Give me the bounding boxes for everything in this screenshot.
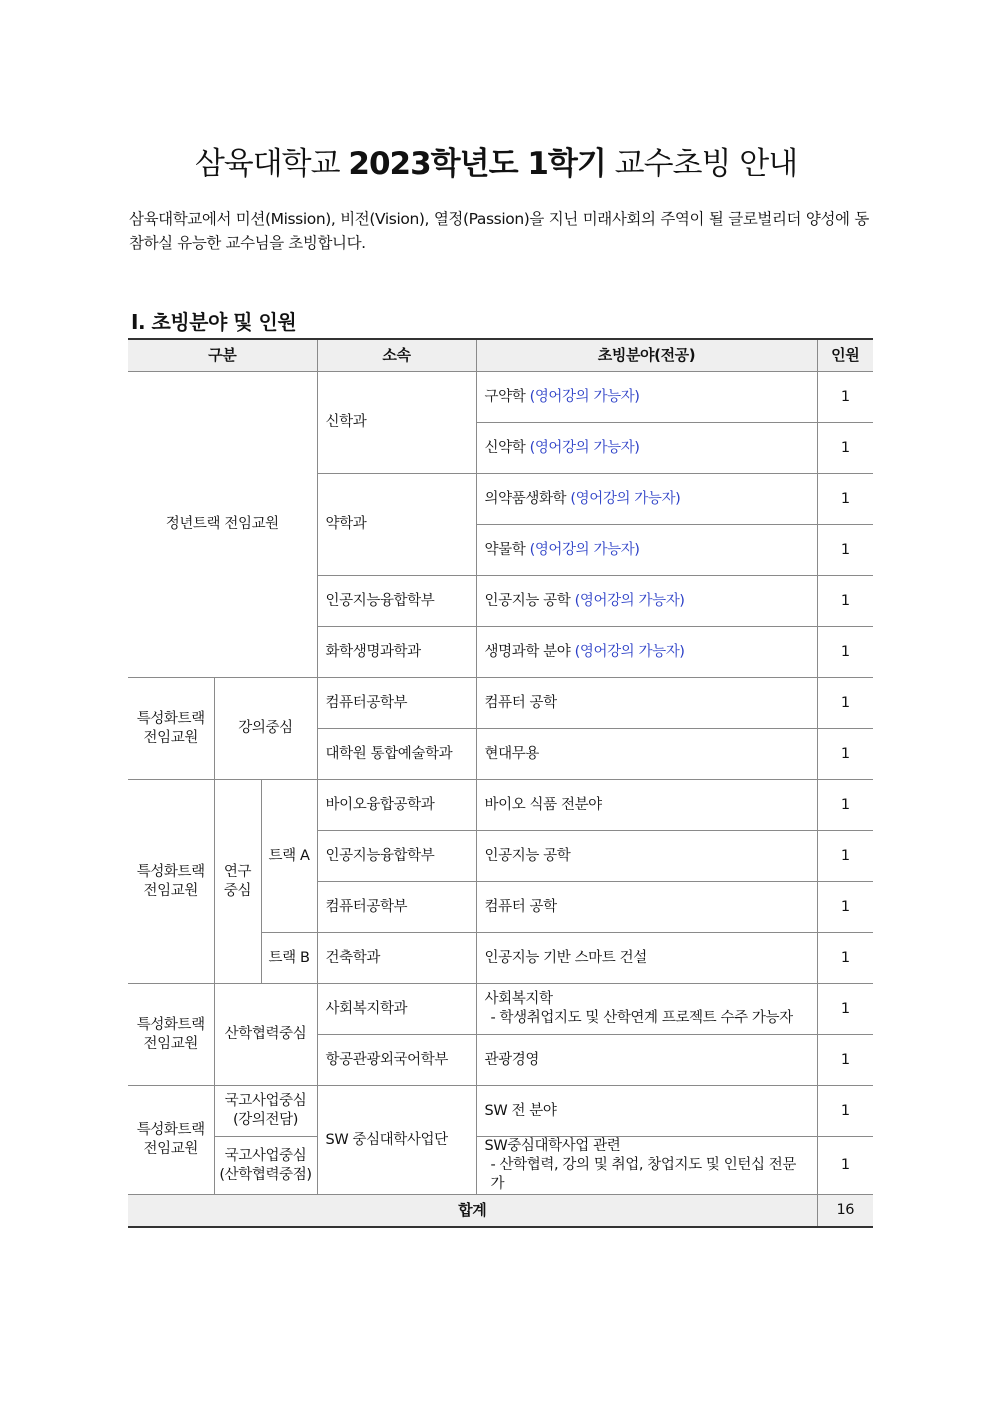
count-cell: 1 <box>817 831 873 882</box>
field-cell <box>476 984 817 1035</box>
count-cell: 1 <box>817 474 873 525</box>
field-subtext: - 학생취업지도 및 산학연계 프로젝트 수주 가능자 <box>490 1010 793 1026</box>
count-cell: 1 <box>817 627 873 678</box>
field-cell: 관광경영 <box>476 1035 817 1086</box>
affiliation-cell: 대학원 통합예술학과 <box>317 729 476 780</box>
field-cell: 인공지능 기반 스마트 건설 <box>476 933 817 984</box>
group-track-b: 트랙 B <box>261 933 317 984</box>
field-text: SW중심대학사업 관련 <box>484 1138 621 1154</box>
affiliation-cell: 약학과 <box>317 474 476 576</box>
table-total-row <box>128 1195 873 1228</box>
group-tenure: 정년트랙 전임교원 <box>128 372 317 678</box>
field-cell: SW 전 분야 <box>476 1086 817 1137</box>
english-note: (영어강의 가능자) <box>529 541 640 558</box>
group-special: 특성화트랙 전임교원 <box>128 678 214 780</box>
count-cell: 1 <box>817 423 873 474</box>
affiliation-cell: 컴퓨터공학부 <box>317 678 476 729</box>
field-cell: 바이오 식품 전분야 <box>476 780 817 831</box>
field-cell <box>476 627 817 678</box>
header-field: 초빙분야(전공) <box>476 339 817 372</box>
field-text: 신약학 <box>484 439 526 456</box>
english-note: (영어강의 가능자) <box>529 388 640 405</box>
count-cell: 1 <box>817 882 873 933</box>
count-cell: 1 <box>817 372 873 423</box>
affiliation-cell: 항공관광외국어학부 <box>317 1035 476 1086</box>
group-research: 연구 중심 <box>214 780 261 984</box>
section-title: Ⅰ. 초빙분야 및 인원 <box>131 310 297 334</box>
count-cell: 1 <box>817 1137 873 1195</box>
field-text: 사회복지학 <box>484 991 553 1007</box>
affiliation-cell: 인공지능융합학부 <box>317 576 476 627</box>
table-row <box>128 678 873 729</box>
affiliation-cell: 화학생명과학과 <box>317 627 476 678</box>
english-note: (영어강의 가능자) <box>574 592 685 609</box>
affiliation-cell: SW 중심대학사업단 <box>317 1086 476 1195</box>
table-row <box>128 1137 873 1195</box>
group-special: 특성화트랙 전임교원 <box>128 1086 214 1195</box>
table-row <box>128 372 873 423</box>
count-cell: 1 <box>817 984 873 1035</box>
field-cell <box>476 525 817 576</box>
count-cell: 1 <box>817 678 873 729</box>
count-cell: 1 <box>817 780 873 831</box>
field-cell: 컴퓨터 공학 <box>476 678 817 729</box>
field-text: 약물학 <box>484 541 526 558</box>
english-note: (영어강의 가능자) <box>529 439 640 456</box>
english-note: (영어강의 가능자) <box>574 643 685 660</box>
group-national-lecture: 국고사업중심 (강의전담) <box>214 1086 317 1137</box>
page-title <box>0 138 992 183</box>
group-lecture: 강의중심 <box>214 678 317 780</box>
affiliation-cell: 신학과 <box>317 372 476 474</box>
recruitment-table <box>128 338 873 1228</box>
count-cell: 1 <box>817 576 873 627</box>
field-text: 인공지능 공학 <box>484 592 571 609</box>
field-cell <box>476 423 817 474</box>
affiliation-cell: 인공지능융합학부 <box>317 831 476 882</box>
header-category: 구분 <box>128 339 317 372</box>
count-cell: 1 <box>817 1035 873 1086</box>
total-value: 16 <box>817 1195 873 1228</box>
count-cell: 1 <box>817 933 873 984</box>
count-cell: 1 <box>817 1086 873 1137</box>
title-suffix: 교수초빙 안내 <box>614 146 798 182</box>
english-note: (영어강의 가능자) <box>570 490 681 507</box>
group-national-industry: 국고사업중심 (산학협력중점) <box>214 1137 317 1195</box>
field-text: 의약품생화학 <box>484 490 567 507</box>
field-text: 생명과학 분야 <box>484 643 571 660</box>
table-row <box>128 984 873 1035</box>
field-cell <box>476 1137 817 1195</box>
table-row <box>128 780 873 831</box>
table-header-row <box>128 339 873 372</box>
affiliation-cell: 바이오융합공학과 <box>317 780 476 831</box>
field-cell <box>476 372 817 423</box>
header-affiliation: 소속 <box>317 339 476 372</box>
affiliation-cell: 사회복지학과 <box>317 984 476 1035</box>
field-cell: 컴퓨터 공학 <box>476 882 817 933</box>
table-row <box>128 1086 873 1137</box>
title-bold: 2023학년도 1학기 <box>348 146 606 182</box>
count-cell: 1 <box>817 525 873 576</box>
group-industry: 산학협력중심 <box>214 984 317 1086</box>
header-count: 인원 <box>817 339 873 372</box>
affiliation-cell: 건축학과 <box>317 933 476 984</box>
total-label: 합계 <box>128 1195 817 1228</box>
title-prefix: 삼육대학교 <box>194 146 340 182</box>
group-track-a: 트랙 A <box>261 780 317 933</box>
affiliation-cell: 컴퓨터공학부 <box>317 882 476 933</box>
field-cell <box>476 576 817 627</box>
group-special: 특성화트랙 전임교원 <box>128 984 214 1086</box>
count-cell: 1 <box>817 729 873 780</box>
field-cell <box>476 474 817 525</box>
field-cell: 인공지능 공학 <box>476 831 817 882</box>
field-text: 구약학 <box>484 388 526 405</box>
field-cell: 현대무용 <box>476 729 817 780</box>
group-special: 특성화트랙 전임교원 <box>128 780 214 984</box>
field-subtext: - 산학협력, 강의 및 취업, 창업지도 및 인턴십 전문가 <box>490 1157 796 1192</box>
intro-paragraph: 삼육대학교에서 미션(Mission), 비전(Vision), 열정(Passion)을 지닌 미래사회의 주역이 될 글로벌리더 양성에 동참하실 유능한 교수님을 초빙합니다. <box>129 210 869 252</box>
